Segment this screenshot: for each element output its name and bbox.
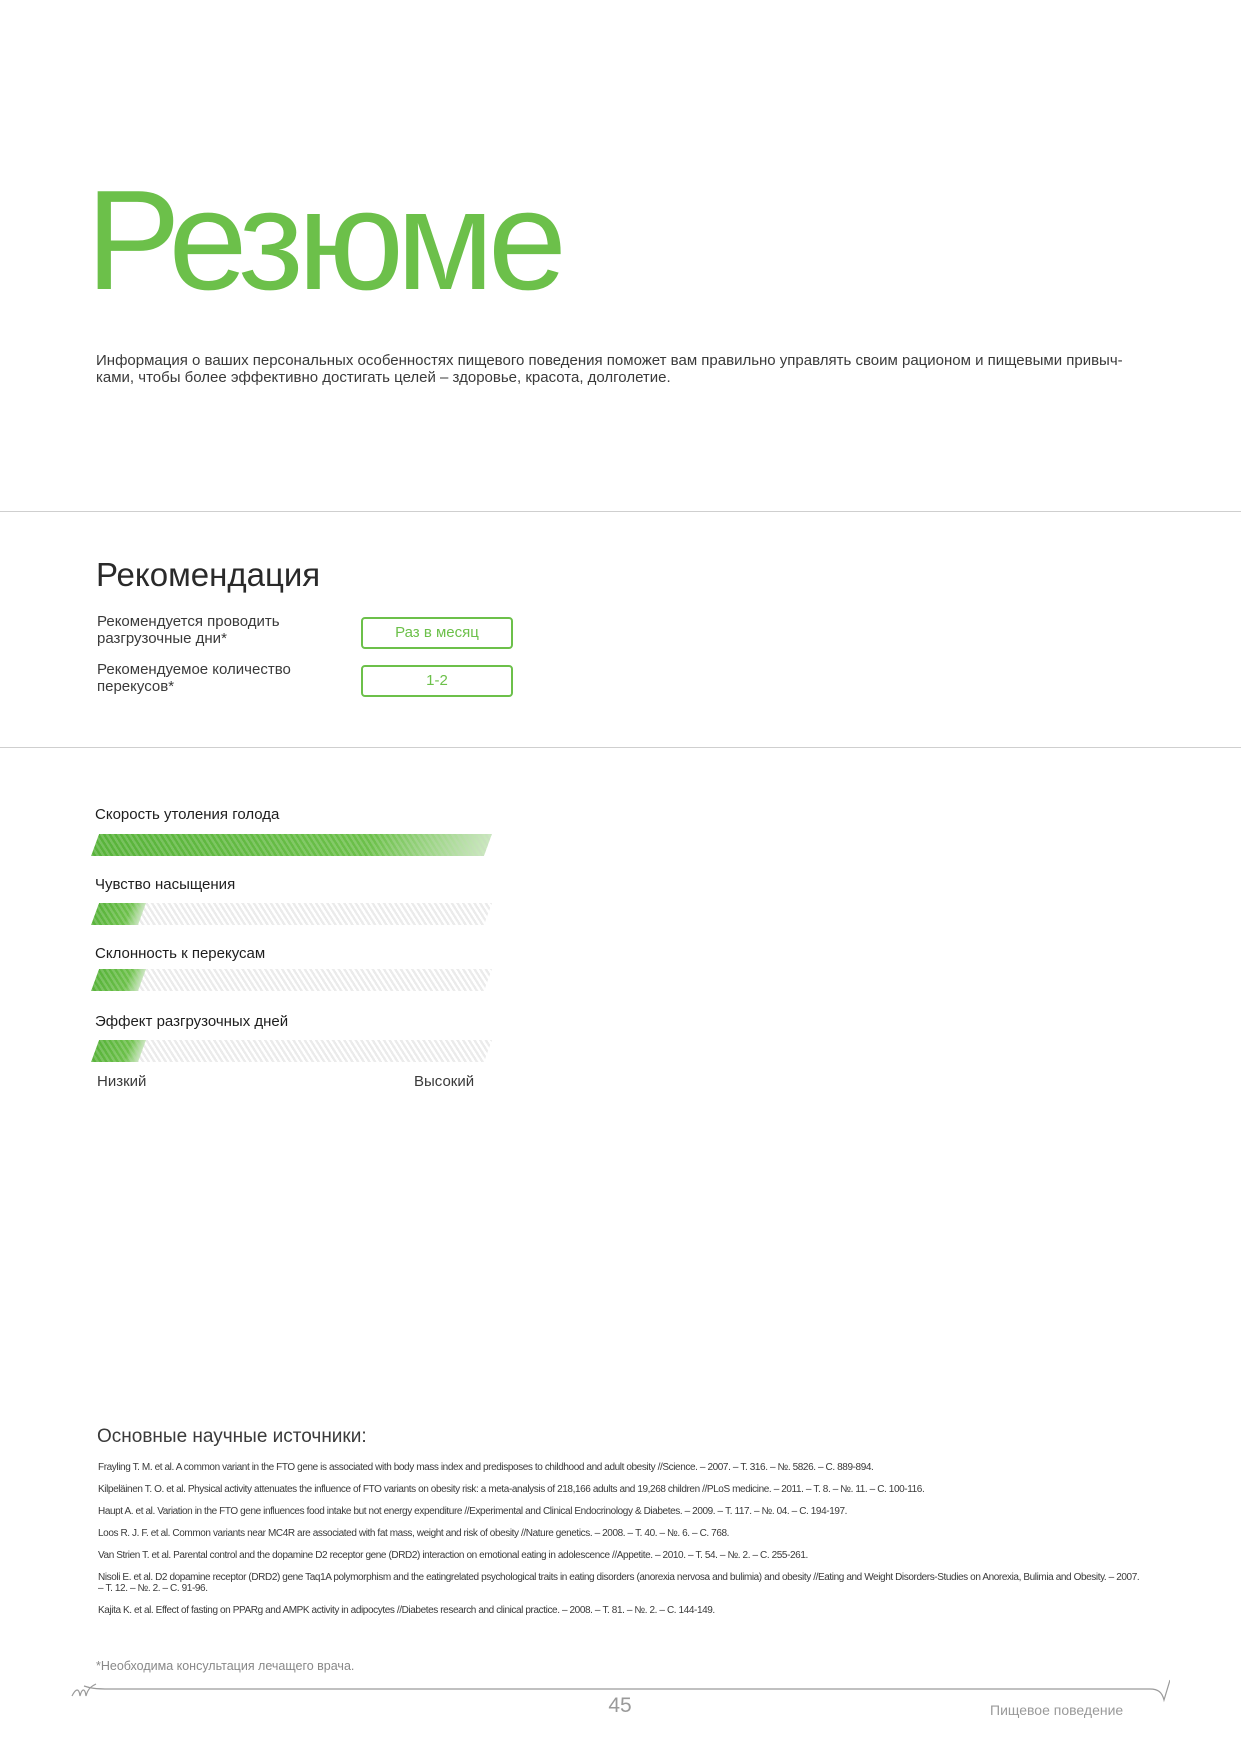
trait-bar-fill [91, 834, 492, 856]
source-item: Kilpeläinen T. O. et al. Physical activity attenuates the influence of FTO variants on obesity risk: a meta-analysis of 218,166 adults and 19,268 children //PLoS medicine. – 2011. – Т. 8. – №. 11. – С. 100-116. [98, 1484, 925, 1495]
intro-text: Информация о ваших персональных особенностях пищевого поведения поможет вам правильно управлять своим рационом и пищевыми привыч-ками, чтобы более эффективно достигать целей – здоровье, красота, долголетие. [96, 352, 1123, 386]
source-item: Nisoli E. et al. D2 dopamine receptor (DRD2) gene Taq1A polymorphism and the eatingrelated psychological traits in eating disorders (anorexia nervosa and bulimia) and obesity //Eating and Weight Disorders-Studies on Anorexia, Bulimia and Obesity. – 2007. – Т. 12. – №. 2. – С. 91-96. [98, 1572, 1140, 1594]
footer-section-name: Пищевое поведение [990, 1702, 1124, 1718]
footnote: *Необходима консультация лечащего врача. [96, 1659, 355, 1673]
trait-label-satiety: Чувство насыщения [95, 876, 236, 893]
snacks-count-value: 1-2 [361, 665, 513, 697]
sources-title: Основные научные источники: [97, 1426, 367, 1447]
trait-bar-fasting-effect [91, 1040, 492, 1062]
trait-bar-snacking [91, 969, 492, 991]
fasting-days-value: Раз в месяц [361, 617, 513, 649]
trait-bar-fill [91, 1040, 146, 1062]
source-item: Van Strien T. et al. Parental control and the dopamine D2 receptor gene (DRD2) interaction on emotional eating in adolescence //Appetite. – 2010. – Т. 54. – №. 2. – С. 255-261. [98, 1550, 808, 1561]
fasting-days-label: Рекомендуется проводить разгрузочные дни* [97, 613, 280, 647]
trait-bar-fill [91, 969, 146, 991]
source-item: Frayling T. M. et al. A common variant in the FTO gene is associated with body mass index and predisposes to childhood and adult obesity //Science. – 2007. – Т. 316. – №. 5826. – С. 889-894. [98, 1462, 874, 1473]
scale-high-label: Высокий [414, 1073, 475, 1090]
section-divider [0, 747, 1241, 748]
page-number: 45 [608, 1694, 632, 1717]
source-item: Loos R. J. F. et al. Common variants near MC4R are associated with fat mass, weight and risk of obesity //Nature genetics. – 2008. – Т. 40. – №. 6. – С. 768. [98, 1528, 730, 1539]
trait-bar-fill [91, 903, 146, 925]
scale-low-label: Низкий [97, 1073, 147, 1090]
trait-label-fasting-effect: Эффект разгрузочных дней [95, 1013, 289, 1030]
trait-bar-satiety [91, 903, 492, 925]
source-item: Haupt A. et al. Variation in the FTO gene influences food intake but not energy expenditure //Experimental and Clinical Endocrinology & Diabetes. – 2009. – Т. 117. – №. 04. – С. 194-197. [98, 1506, 848, 1517]
snacks-count-label: Рекомендуемое количество перекусов* [97, 661, 291, 695]
sources-list [98, 1462, 1143, 1627]
section-divider [0, 511, 1241, 512]
recommendation-title: Рекомендация [96, 556, 321, 593]
trait-label-snacking: Склонность к перекусам [95, 945, 266, 962]
source-item: Kajita K. et al. Effect of fasting on PPARg and AMPK activity in adipocytes //Diabetes research and clinical practice. – 2008. – Т. 81. – №. 2. – С. 144-149. [98, 1605, 715, 1616]
page-title: Резюме [86, 161, 561, 320]
trait-bar-hunger-satiation-speed [91, 834, 492, 856]
trait-label-hunger-satiation-speed: Скорость утоления голода [95, 806, 280, 823]
